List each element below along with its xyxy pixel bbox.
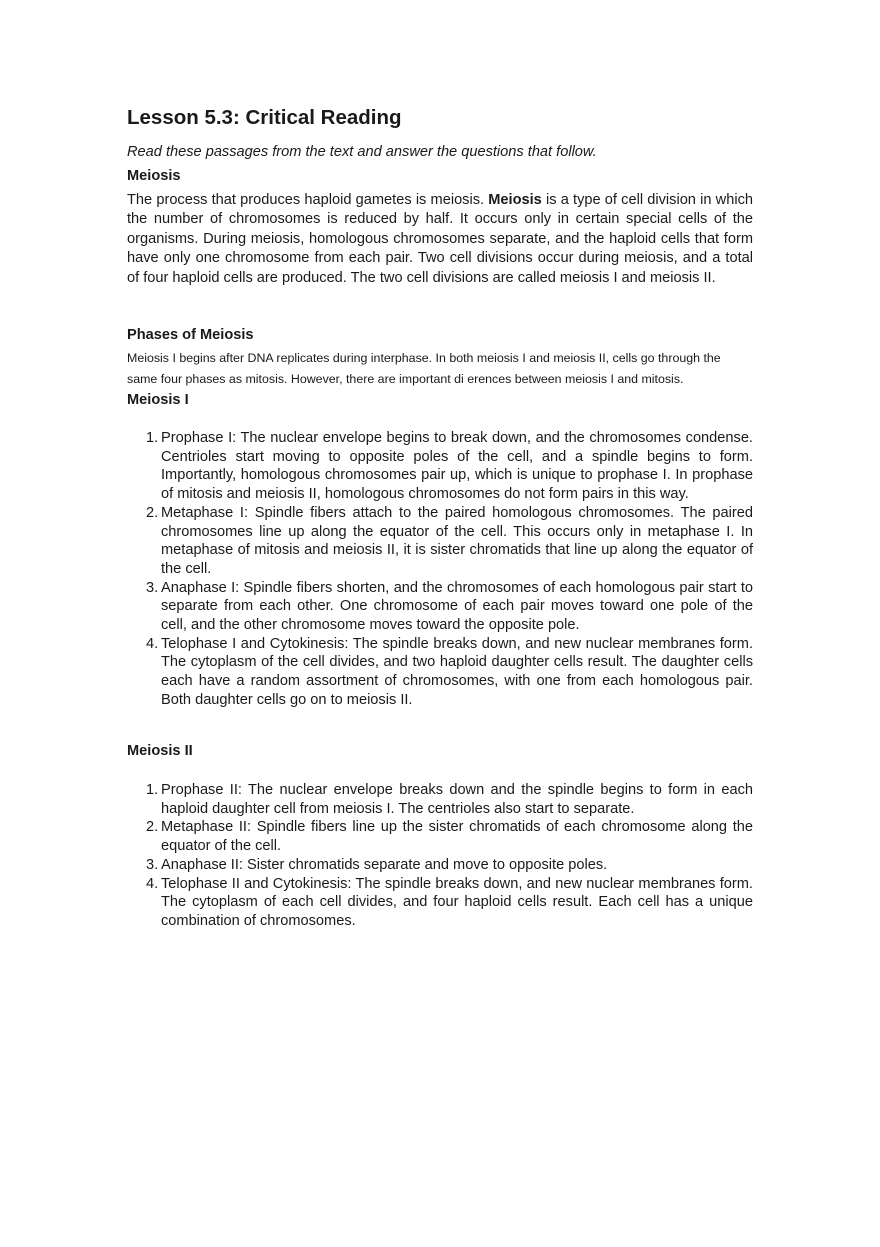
- list-item-text: Prophase II: The nuclear envelope breaks down and the spindle begins to form in each haploid daughter cell from meiosis I. The centrioles also start to separate.: [161, 782, 753, 817]
- list-number: 4.: [146, 635, 159, 652]
- list-number: 3.: [146, 579, 159, 596]
- list-item: [127, 781, 753, 818]
- meiosis-text-after: is a type of cell division in which the number of chromosomes is reduced by half. It occurs only in certain special cells of the organisms. During meiosis, homologous chromosomes separate, and the haploid cells that form have only one chromosome from each pair. Two cell divisions occur during meiosis, and a total of four haploid cells are produced. The two cell divisions are called meiosis I and meiosis II.: [127, 192, 753, 286]
- list-item: [127, 504, 753, 579]
- meiosis-bold-term: Meiosis: [488, 192, 542, 208]
- list-item-text: Metaphase II: Spindle fibers line up the sister chromatids of each chromosome along the equator of the cell.: [161, 819, 753, 855]
- list-number: 4.: [146, 875, 159, 892]
- list-item: [127, 429, 753, 504]
- lesson-title: Lesson 5.3: Critical Reading: [127, 106, 402, 129]
- heading-phases-of-meiosis: Phases of Meiosis: [127, 327, 254, 343]
- list-item: [127, 635, 753, 710]
- heading-meiosis-ii: Meiosis II: [127, 743, 193, 759]
- phases-passage: Meiosis I begins after DNA replicates during interphase. In both meiosis I and meiosis II, cells go through the same four phases as mitosis. However, there are important di erences between meiosis I and mitosis.: [127, 351, 721, 386]
- list-item-text: Telophase II and Cytokinesis: The spindle breaks down, and new nuclear membranes form. The cytoplasm of each cell divides, and four haploid cells result. Each cell has a unique combination of chromosomes.: [161, 875, 753, 929]
- list-item-text: Anaphase I: Spindle fibers shorten, and the chromosomes of each homologous pair start to separate from each other. One chromosome of each pair moves toward one pole of the cell, and the other chromosome moves toward the opposite pole.: [161, 579, 753, 634]
- list-number: 2.: [146, 819, 159, 836]
- list-item-text: Telophase I and Cytokinesis: The spindle breaks down, and new nuclear membranes form. The cytoplasm of the cell divides, and two haploid daughter cells result. The daughter cells each have a random assortment of chromosomes, with one from each homologous pair. Both daughter cells go on to meiosis II.: [161, 635, 753, 708]
- meiosis-passage: [127, 191, 753, 288]
- list-number: 1.: [146, 430, 159, 446]
- list-number: 1.: [146, 782, 159, 798]
- list-item-text: Metaphase I: Spindle fibers attach to the paired homologous chromosomes. The paired chromosomes line up along the equator of the cell. This occurs only in metaphase I. In metaphase of mitosis and meiosis II, it is sister chromatids that line up along the equator of the cell.: [161, 504, 753, 577]
- meiosis-text-before: The process that produces haploid gametes is meiosis.: [127, 192, 489, 208]
- list-item: [127, 579, 753, 635]
- list-item-text: Anaphase II: Sister chromatids separate and move to opposite poles.: [161, 856, 608, 873]
- list-item-text: Prophase I: The nuclear envelope begins to break down, and the chromosomes condense. Centrioles start moving to opposite poles of the cell, and a spindle begins to form. Importantly, homologous chromosomes pair up, which is unique to prophase I. In prophase of mitosis and meiosis II, homologous chromosomes do not form pairs in this way.: [161, 430, 753, 503]
- list-item: [127, 875, 753, 931]
- heading-meiosis: Meiosis: [127, 168, 181, 184]
- meiosis-ii-list: [127, 781, 753, 931]
- instructions: Read these passages from the text and answer the questions that follow.: [127, 144, 597, 160]
- heading-meiosis-i: Meiosis I: [127, 392, 189, 408]
- list-item: [127, 856, 753, 875]
- list-item: [127, 818, 753, 855]
- list-number: 2.: [146, 504, 159, 521]
- list-number: 3.: [146, 856, 159, 873]
- meiosis-i-list: [127, 429, 753, 710]
